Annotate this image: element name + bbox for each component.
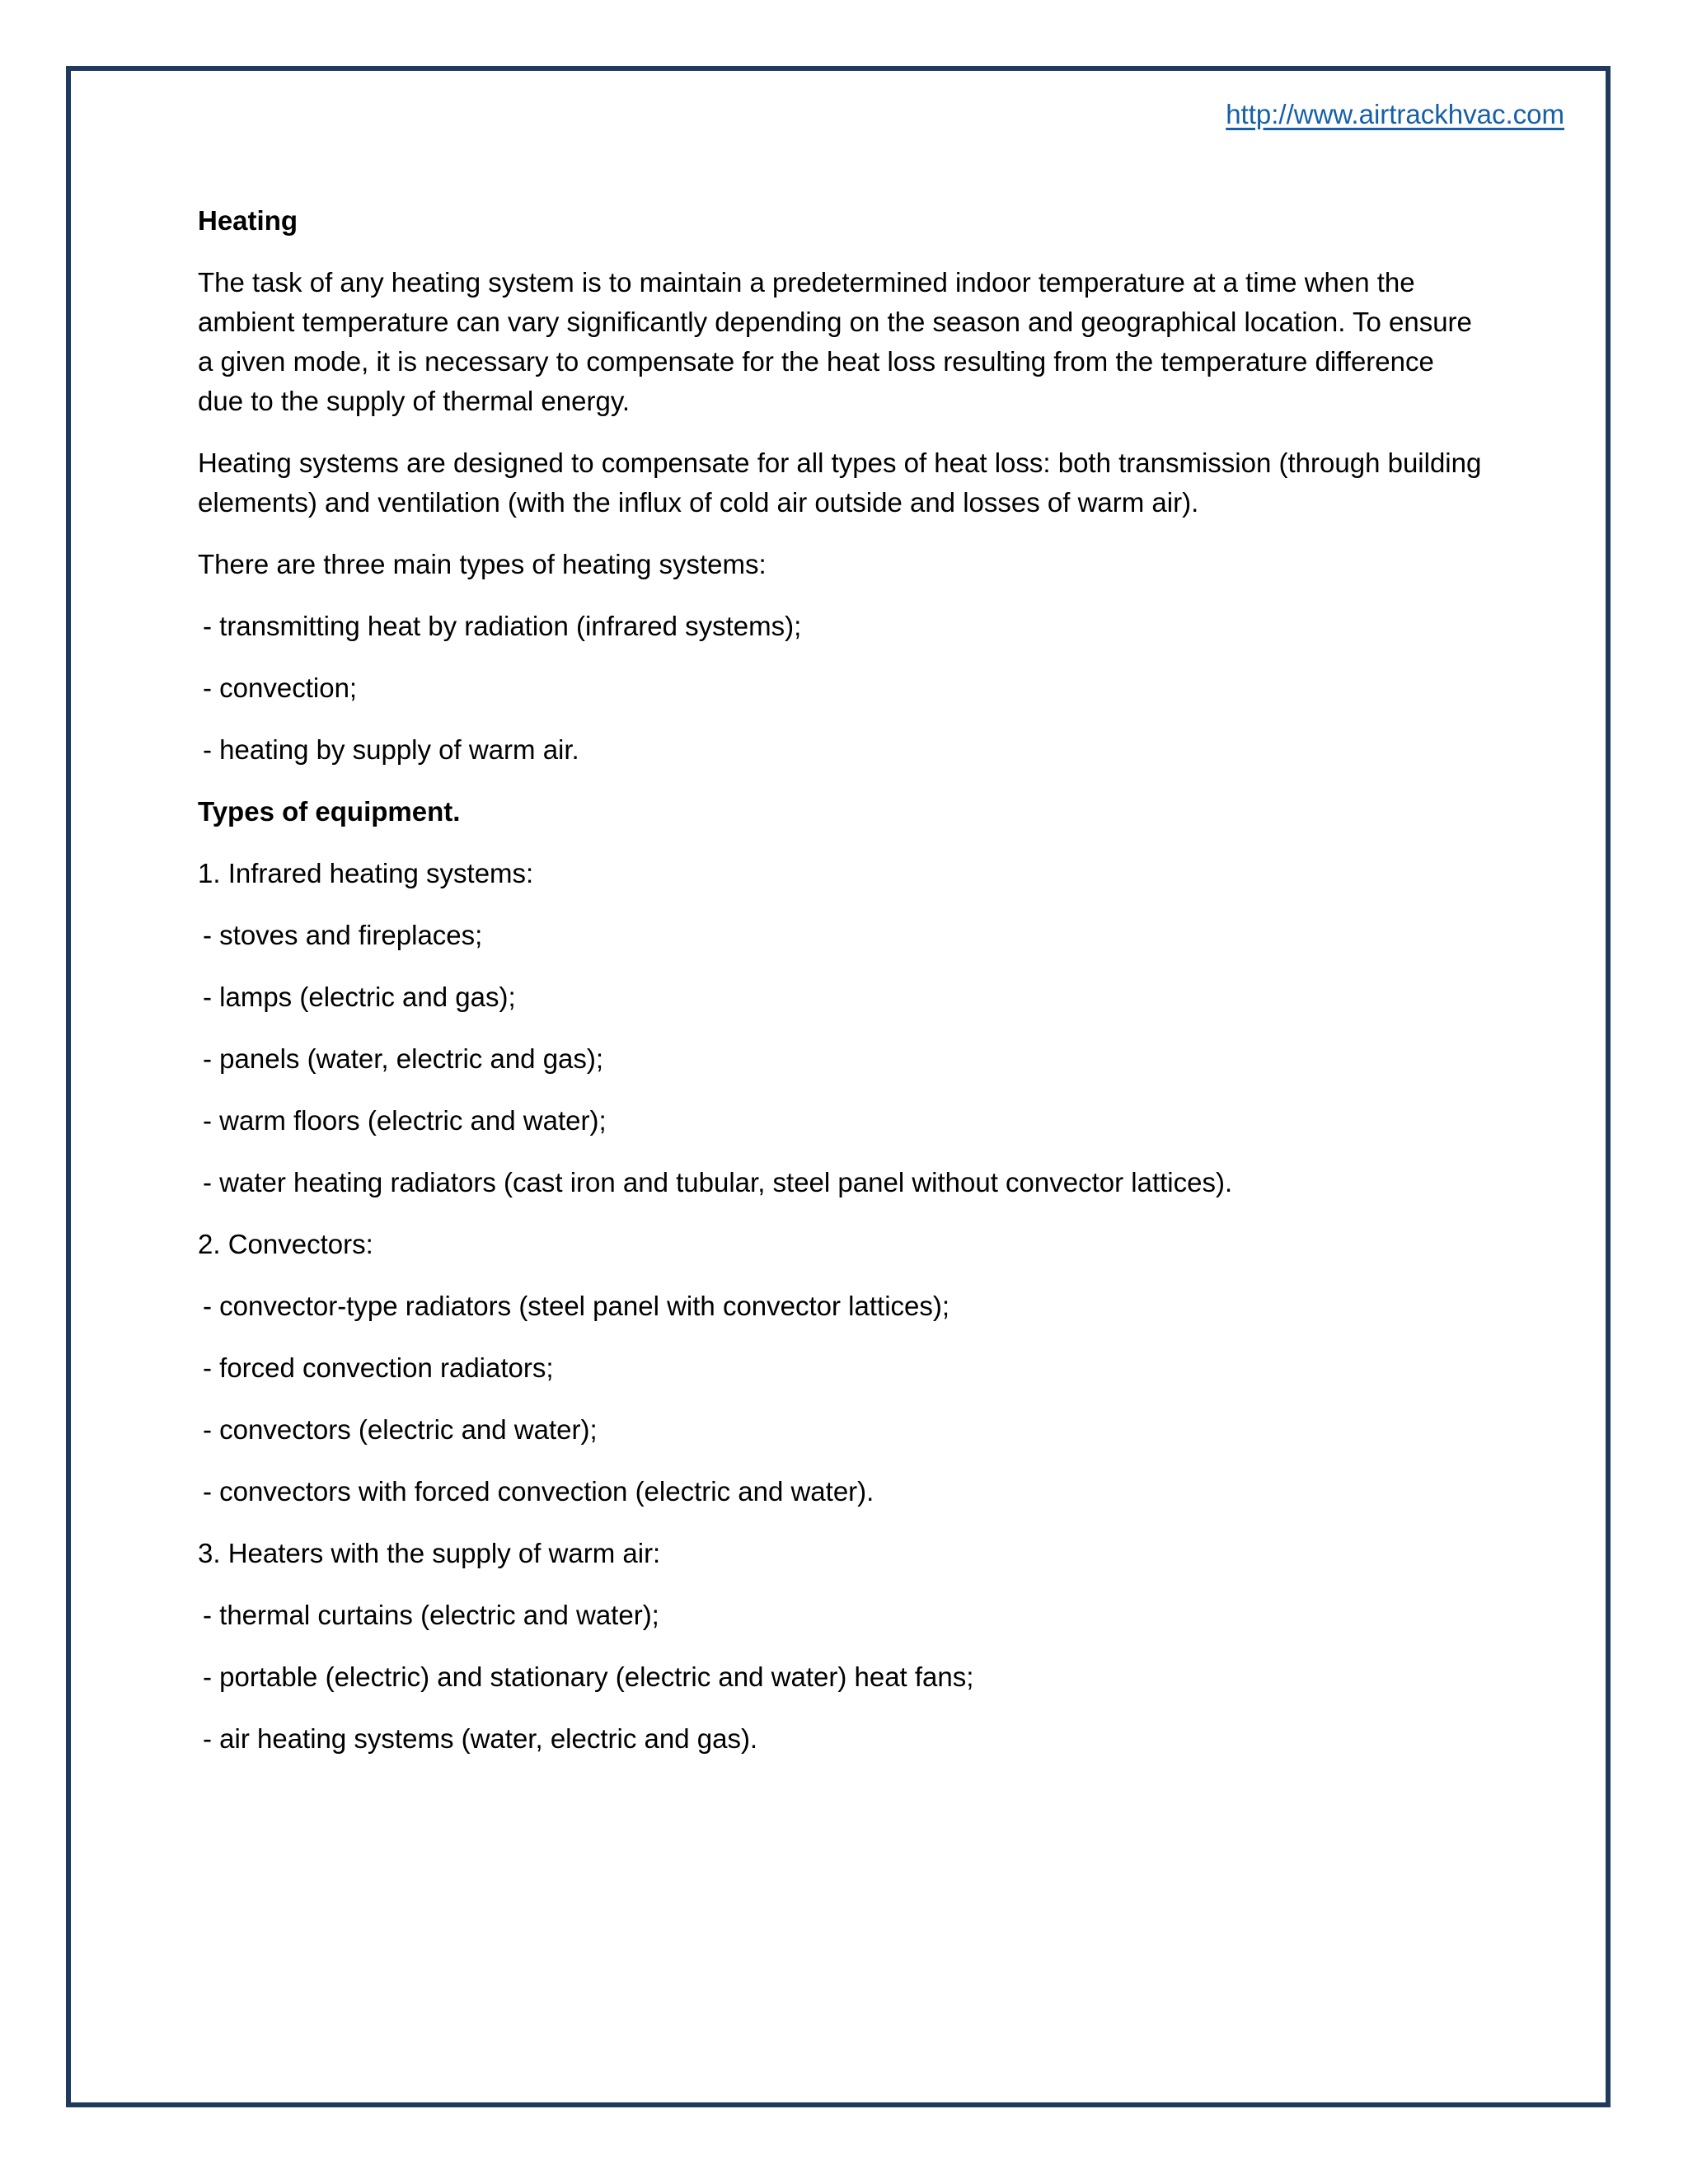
section-title-infrared: 1. Infrared heating systems: — [198, 858, 534, 888]
list-item: - heating by supply of warm air. — [203, 734, 579, 765]
list-item: - panels (water, electric and gas); — [203, 1043, 604, 1074]
list-item: - convection; — [203, 673, 358, 703]
equipment-heading: Types of equipment. — [198, 796, 461, 827]
list-item: - convector-type radiators (steel panel with convector lattices); — [203, 1291, 950, 1321]
list-item: - convectors (electric and water); — [203, 1414, 598, 1445]
list-item: - portable (electric) and stationary (electric and water) heat fans; — [203, 1661, 974, 1692]
list-item: - stoves and fireplaces; — [203, 920, 483, 950]
document-body — [198, 201, 1484, 1781]
section-title-warm-air: 3. Heaters with the supply of warm air: — [198, 1538, 661, 1568]
heat-loss-paragraph: Heating systems are designed to compensate for all types of heat loss: both transmission (through building elements) and ventilation (with the influx of cold air outside and losses of warm air). — [198, 448, 1482, 518]
list-item: - thermal curtains (electric and water); — [203, 1600, 659, 1630]
website-link[interactable]: http://www.airtrackhvac.com — [1226, 99, 1564, 129]
list-item: - forced convection radiators; — [203, 1352, 554, 1383]
types-intro: There are three main types of heating systems: — [198, 549, 767, 579]
list-item: - warm floors (electric and water); — [203, 1105, 607, 1136]
section-title-convectors: 2. Convectors: — [198, 1229, 373, 1259]
list-item: - lamps (electric and gas); — [203, 982, 516, 1012]
list-item: - air heating systems (water, electric and gas). — [203, 1723, 758, 1754]
list-item: - convectors with forced convection (electric and water). — [203, 1476, 874, 1507]
document-title: Heating — [198, 205, 298, 236]
list-item: - water heating radiators (cast iron and tubular, steel panel without convector lattices). — [203, 1167, 1233, 1197]
list-item: - transmitting heat by radiation (infrared systems); — [203, 611, 802, 641]
intro-paragraph: The task of any heating system is to maintain a predetermined indoor temperature at a time when the ambient temperature can vary significantly depending on the season and geographical location. To ensure a given mode, it is necessary to compensate for the heat loss resulting from the temperature difference due to the supply of thermal energy. — [198, 267, 1472, 416]
